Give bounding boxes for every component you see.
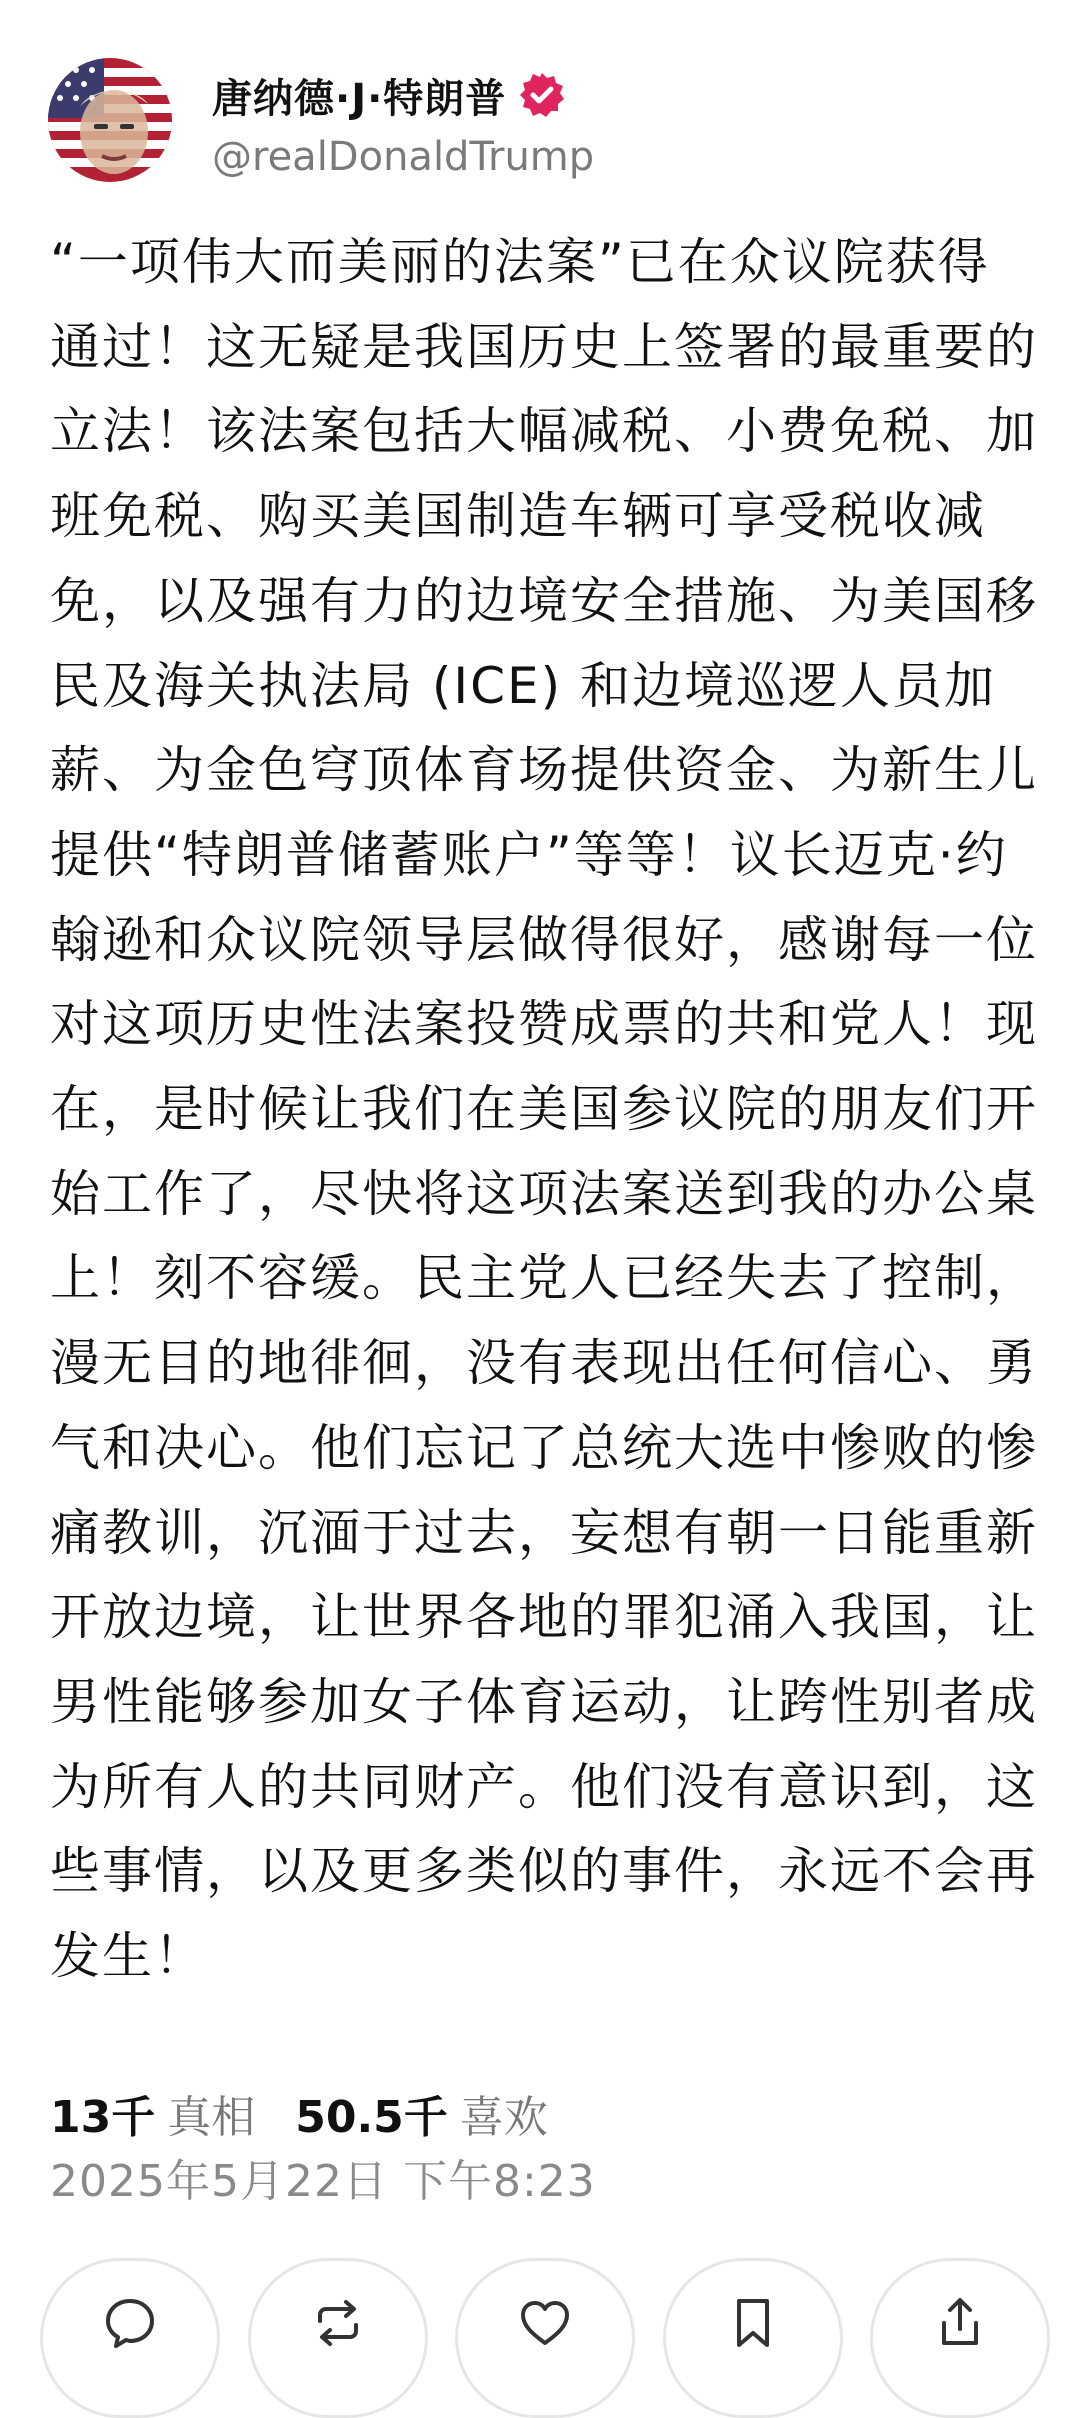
like-heart-icon	[517, 2295, 573, 2351]
retruths-label[interactable]: 真相	[167, 2092, 256, 2143]
post-text: “一项伟大而美丽的法案”已在众议院获得通过！这无疑是我国历史上签署的最重要的立法！该法案包括大幅减税、小费免税、加班免税、购买美国制造车辆可享受税收减免，以及强有力的边境安全措施、为美国移民及海关执法局 (ICE) 和边境巡逻人员加薪、为金色穹顶体育场提供资金、为新生儿提供“特朗普储蓄账户”等等！议长迈克·约翰逊和众议院领导层做得很好，感谢每一位对这项历史性法案投赞成票的共和党人！现在，是时候让我们在美国参议院的朋友们开始工作了，尽快将这项法案送到我的办公桌上！刻不容缓。民主党人已经失去了控制，漫无目的地徘徊，没有表现出任何信心、勇气和决心。他们忘记了总统大选中惨败的惨痛教训，沉湎于过去，妄想有朝一日能重新开放边境，让世界各地的罪犯涌入我国，让男性能够参加女子体育运动，让跨性别者成为所有人的共同财产。他们没有意识到，这些事情，以及更多类似的事件，永远不会再发生！	[50, 233, 1038, 1986]
author-names	[212, 60, 594, 180]
display-name[interactable]: 唐纳德·J·特朗普	[212, 75, 507, 122]
share-button[interactable]	[870, 2258, 1050, 2418]
bookmark-icon	[725, 2295, 781, 2351]
post-header	[48, 58, 594, 182]
action-bar	[40, 2258, 1050, 2378]
verified-badge-icon	[518, 71, 566, 119]
like-button[interactable]	[455, 2258, 635, 2418]
retruths-count[interactable]: 13千	[50, 2092, 156, 2143]
reply-button[interactable]	[40, 2258, 220, 2418]
repost-button[interactable]	[248, 2258, 428, 2418]
share-icon	[932, 2295, 988, 2351]
display-name-row[interactable]	[212, 60, 594, 130]
post-stats	[50, 2078, 548, 2148]
likes-count[interactable]: 50.5千	[295, 2092, 448, 2143]
handle[interactable]: @realDonaldTrump	[212, 134, 595, 180]
avatar[interactable]	[48, 58, 172, 182]
repost-icon	[310, 2295, 366, 2351]
reply-icon	[102, 2295, 158, 2351]
post-timestamp: 2025年5月22日 下午8:23	[50, 2156, 596, 2207]
likes-label[interactable]: 喜欢	[459, 2092, 548, 2143]
bookmark-button[interactable]	[663, 2258, 843, 2418]
avatar-image	[48, 58, 172, 182]
